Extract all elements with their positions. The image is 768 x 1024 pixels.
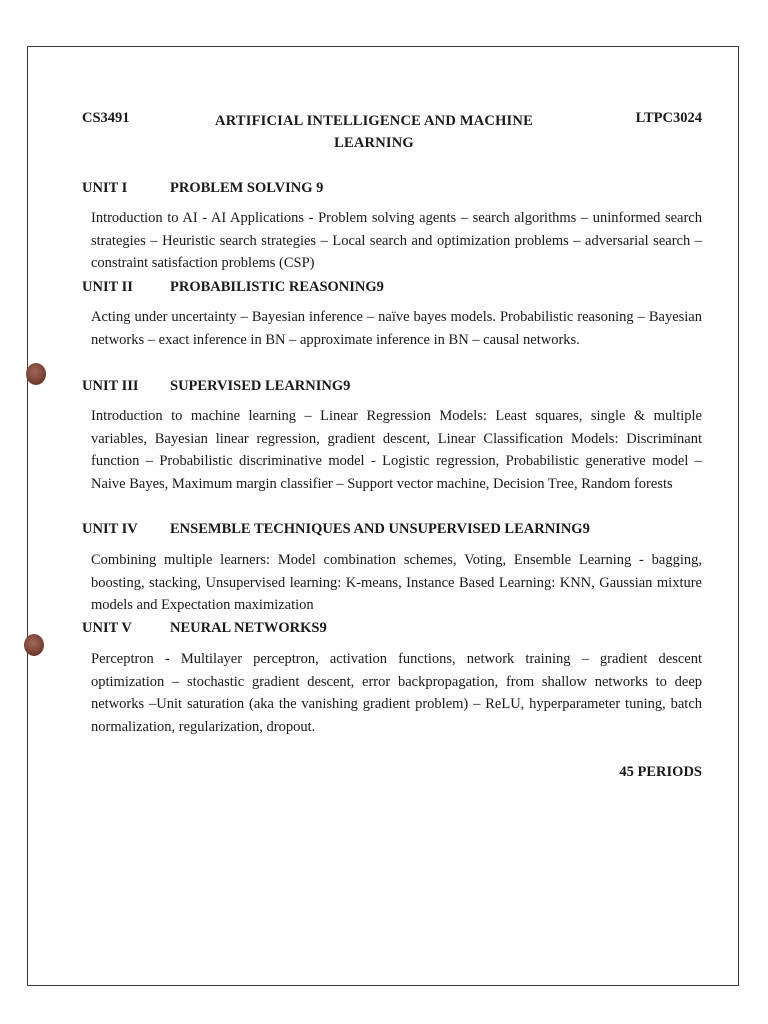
unit-name: ENSEMBLE TECHNIQUES AND UNSUPERVISED LEARNING9 bbox=[170, 521, 590, 537]
unit-content: Introduction to AI - AI Applications - Problem solving agents – search algorithms – uninformed search strategies – Heuristic search strategies – Local search and optimization problems – adversarial search – constraint satisfaction problems (CSP) bbox=[91, 210, 702, 271]
unit-heading bbox=[82, 620, 327, 637]
unit-content: Introduction to machine learning – Linear Regression Models: Least squares, single & multiple variables, Bayesian linear regression, gradient descent, Linear Classification Models: Discriminant function – Probabilistic discriminative model - Logistic regression, Probabilistic generative model – Naive Bayes, Maximum margin classifier – Support vector machine, Decision Tree, Random forests bbox=[91, 408, 702, 492]
unit-name: NEURAL NETWORKS9 bbox=[170, 620, 327, 636]
unit-name: PROBLEM SOLVING 9 bbox=[170, 180, 324, 196]
unit-heading bbox=[82, 521, 590, 538]
unit-heading bbox=[82, 378, 350, 395]
ltpc-credits: LTPC3024 bbox=[635, 110, 702, 126]
unit-heading bbox=[82, 279, 384, 296]
unit-number: UNIT III bbox=[82, 378, 139, 394]
unit-number: UNIT IV bbox=[82, 521, 138, 537]
unit-number: UNIT II bbox=[82, 279, 133, 295]
unit-name: SUPERVISED LEARNING9 bbox=[170, 378, 351, 394]
unit-content: Combining multiple learners: Model combination schemes, Voting, Ensemble Learning - bagging, boosting, stacking, Unsupervised learning: K-means, Instance Based Learning: KNN, Gaussian mixture models and Expectation maximization bbox=[91, 552, 702, 613]
punch-hole bbox=[26, 363, 46, 385]
unit-number: UNIT V bbox=[82, 620, 132, 636]
unit-heading bbox=[82, 180, 323, 197]
total-periods: 45 PERIODS bbox=[619, 764, 702, 780]
course-title: ARTIFICIAL INTELLIGENCE AND MACHINE LEARNING bbox=[215, 113, 533, 151]
unit-number: UNIT I bbox=[82, 180, 128, 196]
unit-content: Perceptron - Multilayer perceptron, activation functions, network training – gradient descent optimization – stochastic gradient descent, error backpropagation, from shallow networks to deep networks –Unit saturation (aka the vanishing gradient problem) – ReLU, hyperparameter tuning, batch normalization, regularization, dropout. bbox=[91, 651, 702, 735]
punch-hole bbox=[24, 634, 44, 656]
unit-content: Acting under uncertainty – Bayesian inference – naïve bayes models. Probabilistic reasoning – Bayesian networks – exact inference in BN – approximate inference in BN – causal networks. bbox=[91, 309, 702, 348]
syllabus-header bbox=[82, 110, 702, 154]
course-code: CS3491 bbox=[82, 110, 130, 126]
unit-name: PROBABILISTIC REASONING9 bbox=[170, 279, 384, 295]
